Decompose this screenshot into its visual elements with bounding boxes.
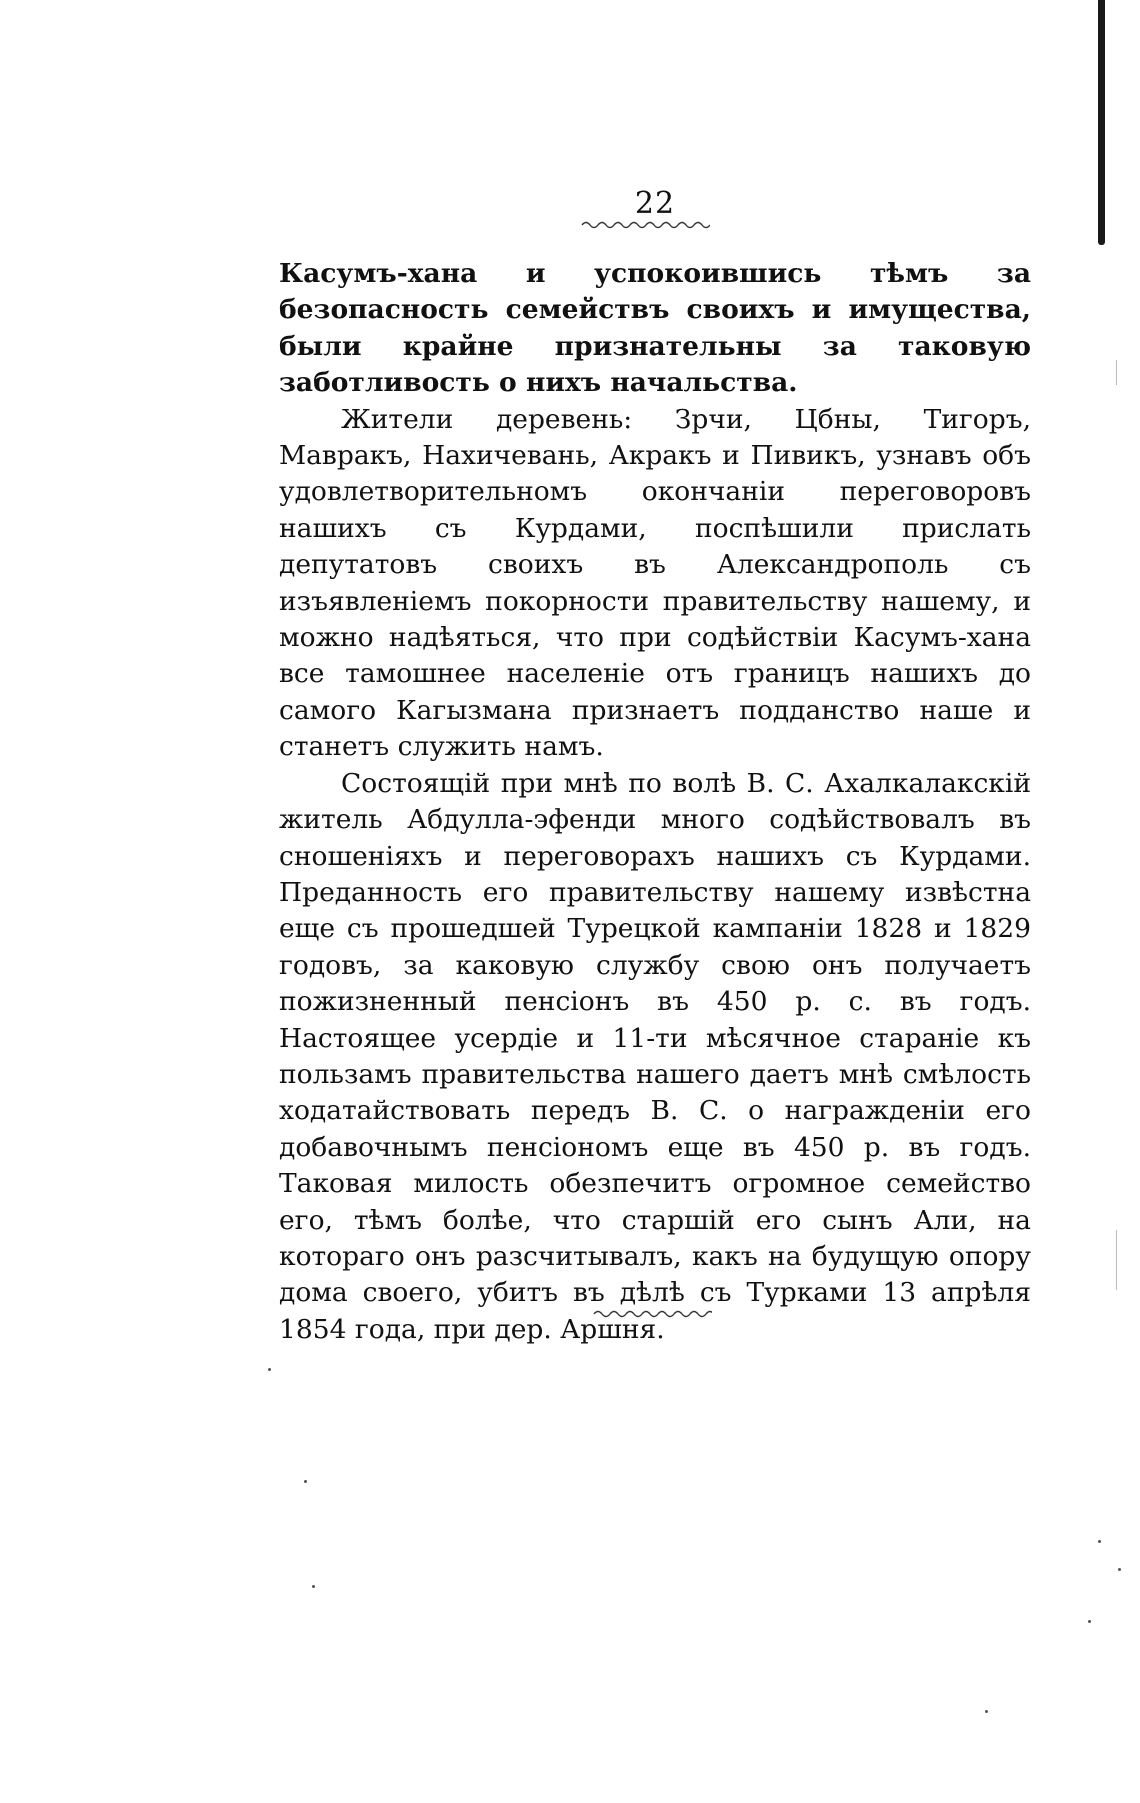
edge-mark — [1116, 1230, 1117, 1290]
print-speck — [268, 1368, 271, 1371]
end-rule-ornament — [592, 1308, 712, 1320]
page-number: 22 — [634, 186, 676, 221]
paragraph-1: Касумъ-хана и успокоившись тѣмъ за безопасность семействъ своихъ и имущества, были крайне признательны за таковую заботливость о нихъ начальства. — [279, 258, 1031, 399]
print-speck — [312, 1585, 315, 1588]
edge-mark — [1116, 360, 1117, 385]
print-speck — [1088, 1620, 1091, 1623]
print-speck — [1118, 1568, 1121, 1571]
print-speck — [1098, 1540, 1101, 1543]
print-speck — [985, 1710, 988, 1713]
header-rule-ornament — [580, 219, 710, 231]
body-text — [279, 256, 1031, 1348]
paragraph-2: Жители деревень: Зрчи, Цбны, Тигоръ, Мавракъ, Нахичевань, Акракъ и Пивикъ, узнавъ объ удовлетворительномъ окончаніи переговоровъ нашихъ съ Курдами, поспѣшили прислать депутатовъ своихъ въ Александрополь съ изъявленіемъ покорности правительству нашему, и можно надѣяться, что при содѣйствіи Касумъ-хана все тамошнее населеніе отъ границъ нашихъ до самого Кагызмана признаетъ подданство наше и станетъ служить намъ. — [279, 403, 1031, 763]
print-speck — [304, 1480, 307, 1483]
paragraph-3: Состоящій при мнѣ по волѣ В. С. Ахалкалакскій житель Абдулла-эфенди много содѣйствовалъ въ сношеніяхъ и переговорахъ нашихъ съ Курдами. Преданность его правительству нашему извѣстна еще съ прошедшей Турецкой кампаніи 1828 и 1829 годовъ, за каковую службу свою онъ получаетъ пожизненный пенсіонъ въ 450 р. с. въ годъ. Настоящее усердіе и 11-ти мѣсячное стараніе къ пользамъ правительства нашего даетъ мнѣ смѣлость ходатайствовать передъ В. С. о награжденіи его добавочнымъ пенсіономъ еще въ 450 р. въ годъ. Таковая милость обезпечитъ огромное семейство его, тѣмъ болѣе, что старшій его сынъ Али, на котораго онъ разсчитывалъ, какъ на будущую опору дома своего, убитъ въ дѣлѣ съ Турками 13 апрѣля 1854 года, при дер. Аршня. — [279, 767, 1031, 1345]
binding-edge-shadow — [1098, 0, 1105, 245]
